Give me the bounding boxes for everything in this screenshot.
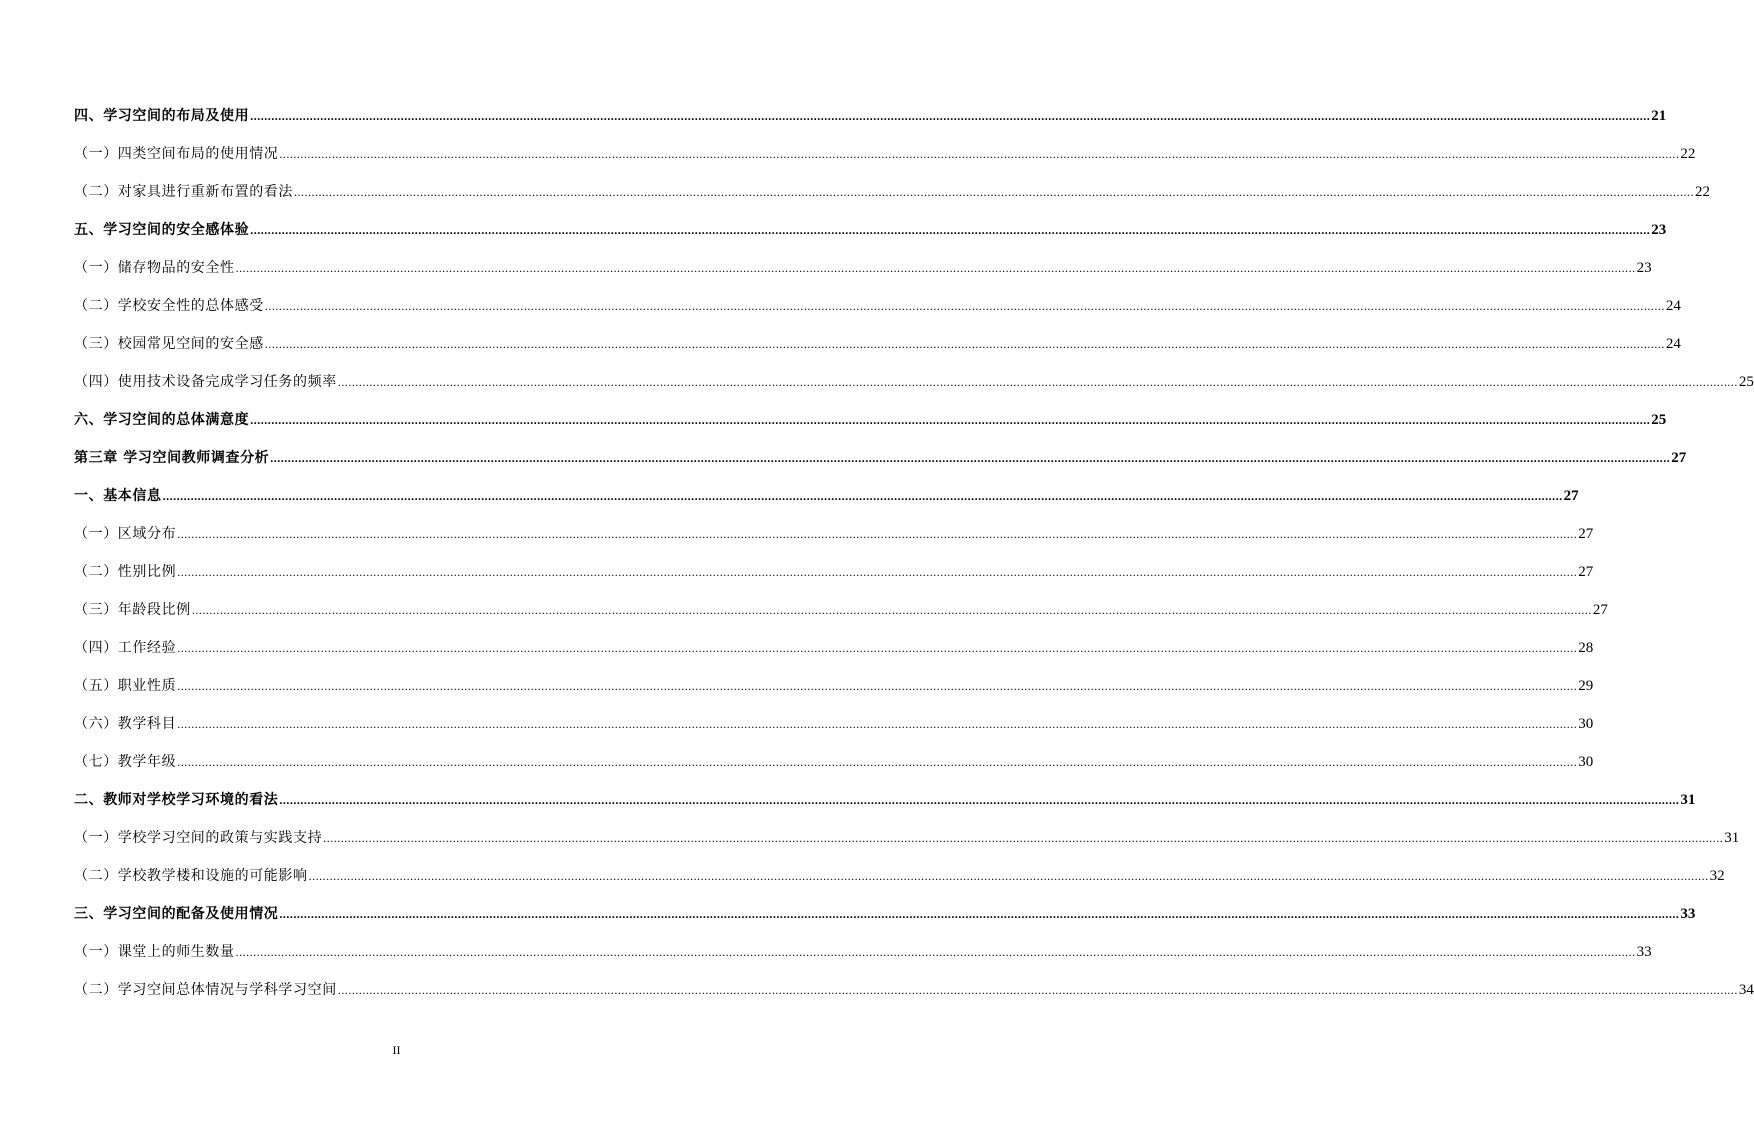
toc-entry-page-number: 30	[1578, 716, 1594, 732]
toc-dot-leader: ................................................................................................................................................................................................................................................................................................................................................................................................................	[337, 375, 1738, 389]
toc-entry-title: （一）四类空间布局的使用情况	[74, 146, 279, 162]
toc-entry[interactable]	[74, 705, 1594, 743]
toc-dot-leader: ................................................................................................................................................................................................................................................................................................................................................................................................................	[177, 679, 1578, 693]
toc-entry[interactable]	[74, 173, 1710, 211]
toc-entry-page-number: 27	[1578, 526, 1594, 542]
toc-dot-leader: ................................................................................................................................................................................................................................................................................................................................................................................................................	[162, 489, 1563, 503]
toc-dot-leader: ................................................................................................................................................................................................................................................................................................................................................................................................................	[250, 413, 1651, 427]
toc-entry-title: 五、学习空间的安全感体验	[74, 222, 250, 238]
toc-dot-leader: ................................................................................................................................................................................................................................................................................................................................................................................................................	[177, 755, 1578, 769]
toc-dot-leader: ................................................................................................................................................................................................................................................................................................................................................................................................................	[177, 641, 1578, 655]
toc-entry[interactable]	[74, 401, 1667, 439]
toc-entry-title: （七）教学年级	[74, 754, 177, 770]
toc-entry-title: 三、学习空间的配备及使用情况	[74, 906, 279, 922]
toc-entry[interactable]	[74, 933, 1652, 971]
toc-dot-leader: ................................................................................................................................................................................................................................................................................................................................................................................................................	[250, 109, 1651, 123]
toc-entry[interactable]	[74, 591, 1608, 629]
toc-entry-title: （四）工作经验	[74, 640, 177, 656]
toc-entry-page-number: 29	[1578, 678, 1594, 694]
toc-entry[interactable]	[74, 439, 1687, 477]
toc-entry-page-number: 33	[1636, 944, 1652, 960]
toc-entry-page-number: 31	[1680, 792, 1696, 808]
toc-entry-title: （一）学校学习空间的政策与实践支持	[74, 830, 323, 846]
toc-entry[interactable]	[74, 515, 1594, 553]
toc-entry-page-number: 25	[1738, 374, 1754, 390]
toc-entry-title: （三）校园常见空间的安全感	[74, 336, 264, 352]
toc-entry-page-number: 25	[1651, 412, 1667, 428]
toc-entry-title: 一、基本信息	[74, 488, 162, 504]
toc-entry-page-number: 27	[1671, 450, 1687, 466]
toc-entry-page-number: 23	[1651, 222, 1667, 238]
toc-dot-leader: ................................................................................................................................................................................................................................................................................................................................................................................................................	[177, 527, 1578, 541]
toc-entry-title: （二）性别比例	[74, 564, 177, 580]
toc-entry-title: （二）学习空间总体情况与学科学习空间	[74, 982, 337, 998]
toc-entry-page-number: 30	[1578, 754, 1594, 770]
toc-entry-title: （二）学校教学楼和设施的可能影响	[74, 868, 308, 884]
toc-entry[interactable]	[74, 781, 1696, 819]
toc-dot-leader: ................................................................................................................................................................................................................................................................................................................................................................................................................	[191, 603, 1592, 617]
toc-dot-leader: ................................................................................................................................................................................................................................................................................................................................................................................................................	[294, 185, 1694, 199]
toc-entry-page-number: 33	[1680, 906, 1696, 922]
toc-entry[interactable]	[74, 211, 1667, 249]
toc-entry-title: （六）教学科目	[74, 716, 177, 732]
toc-entry-page-number: 32	[1709, 868, 1725, 884]
page-number: II	[392, 1043, 401, 1057]
toc-entry-title: 第三章 学习空间教师调查分析	[74, 450, 270, 466]
toc-entry-title: 二、教师对学校学习环境的看法	[74, 792, 279, 808]
toc-entry[interactable]	[74, 287, 1681, 325]
toc-entry[interactable]	[74, 477, 1579, 515]
toc-dot-leader: ................................................................................................................................................................................................................................................................................................................................................................................................................	[279, 907, 1680, 921]
toc-entry-page-number: 28	[1578, 640, 1594, 656]
toc-entry-title: 六、学习空间的总体满意度	[74, 412, 250, 428]
toc-dot-leader: ................................................................................................................................................................................................................................................................................................................................................................................................................	[279, 147, 1680, 161]
toc-entry[interactable]	[74, 97, 1667, 135]
toc-entry[interactable]	[74, 135, 1696, 173]
toc-entry-title: （四）使用技术设备完成学习任务的频率	[74, 374, 337, 390]
toc-dot-leader: ................................................................................................................................................................................................................................................................................................................................................................................................................	[235, 261, 1636, 275]
toc-entry[interactable]	[74, 857, 1725, 895]
toc-entry[interactable]	[74, 743, 1594, 781]
toc-entry[interactable]	[74, 629, 1594, 667]
toc-entry-title: （二）学校安全性的总体感受	[74, 298, 264, 314]
toc-dot-leader: ................................................................................................................................................................................................................................................................................................................................................................................................................	[279, 793, 1680, 807]
toc-entry[interactable]	[74, 325, 1681, 363]
toc-entry-title: （一）储存物品的安全性	[74, 260, 235, 276]
toc-entry[interactable]	[74, 249, 1652, 287]
toc-dot-leader: ................................................................................................................................................................................................................................................................................................................................................................................................................	[323, 831, 1724, 845]
toc-entry-page-number: 27	[1592, 602, 1608, 618]
toc-entry-title: 四、学习空间的布局及使用	[74, 108, 250, 124]
toc-entry-page-number: 21	[1651, 108, 1667, 124]
toc-entry-title: （二）对家具进行重新布置的看法	[74, 184, 293, 200]
toc-entry[interactable]	[74, 971, 1754, 1009]
toc-entry[interactable]	[74, 363, 1754, 401]
toc-dot-leader: ................................................................................................................................................................................................................................................................................................................................................................................................................	[177, 717, 1578, 731]
toc-entry-page-number: 27	[1578, 564, 1594, 580]
toc-dot-leader: ................................................................................................................................................................................................................................................................................................................................................................................................................	[308, 869, 1709, 883]
toc-entry-page-number: 24	[1665, 298, 1681, 314]
toc-dot-leader: ................................................................................................................................................................................................................................................................................................................................................................................................................	[264, 299, 1665, 313]
toc-dot-leader: ................................................................................................................................................................................................................................................................................................................................................................................................................	[177, 565, 1578, 579]
toc-entry[interactable]	[74, 819, 1740, 857]
toc-entry-page-number: 24	[1665, 336, 1681, 352]
toc-entry[interactable]	[74, 553, 1594, 591]
toc-entry-page-number: 22	[1695, 184, 1710, 200]
toc-entry-title: （五）职业性质	[74, 678, 177, 694]
table-of-contents	[74, 97, 1754, 1009]
toc-entry-page-number: 27	[1563, 488, 1579, 504]
toc-entry-page-number: 22	[1680, 146, 1696, 162]
toc-entry[interactable]	[74, 667, 1594, 705]
toc-entry-title: （一）课堂上的师生数量	[74, 944, 235, 960]
toc-dot-leader: ................................................................................................................................................................................................................................................................................................................................................................................................................	[337, 983, 1738, 997]
toc-entry-page-number: 31	[1724, 830, 1740, 846]
toc-entry-title: （三）年龄段比例	[74, 602, 191, 618]
toc-dot-leader: ................................................................................................................................................................................................................................................................................................................................................................................................................	[250, 223, 1651, 237]
toc-entry-title: （一）区域分布	[74, 526, 177, 542]
toc-entry[interactable]	[74, 895, 1696, 933]
toc-dot-leader: ................................................................................................................................................................................................................................................................................................................................................................................................................	[264, 337, 1665, 351]
toc-entry-page-number: 34	[1738, 982, 1754, 998]
toc-dot-leader: ................................................................................................................................................................................................................................................................................................................................................................................................................	[235, 945, 1636, 959]
toc-dot-leader: ................................................................................................................................................................................................................................................................................................................................................................................................................	[270, 451, 1671, 465]
toc-entry-page-number: 23	[1636, 260, 1652, 276]
